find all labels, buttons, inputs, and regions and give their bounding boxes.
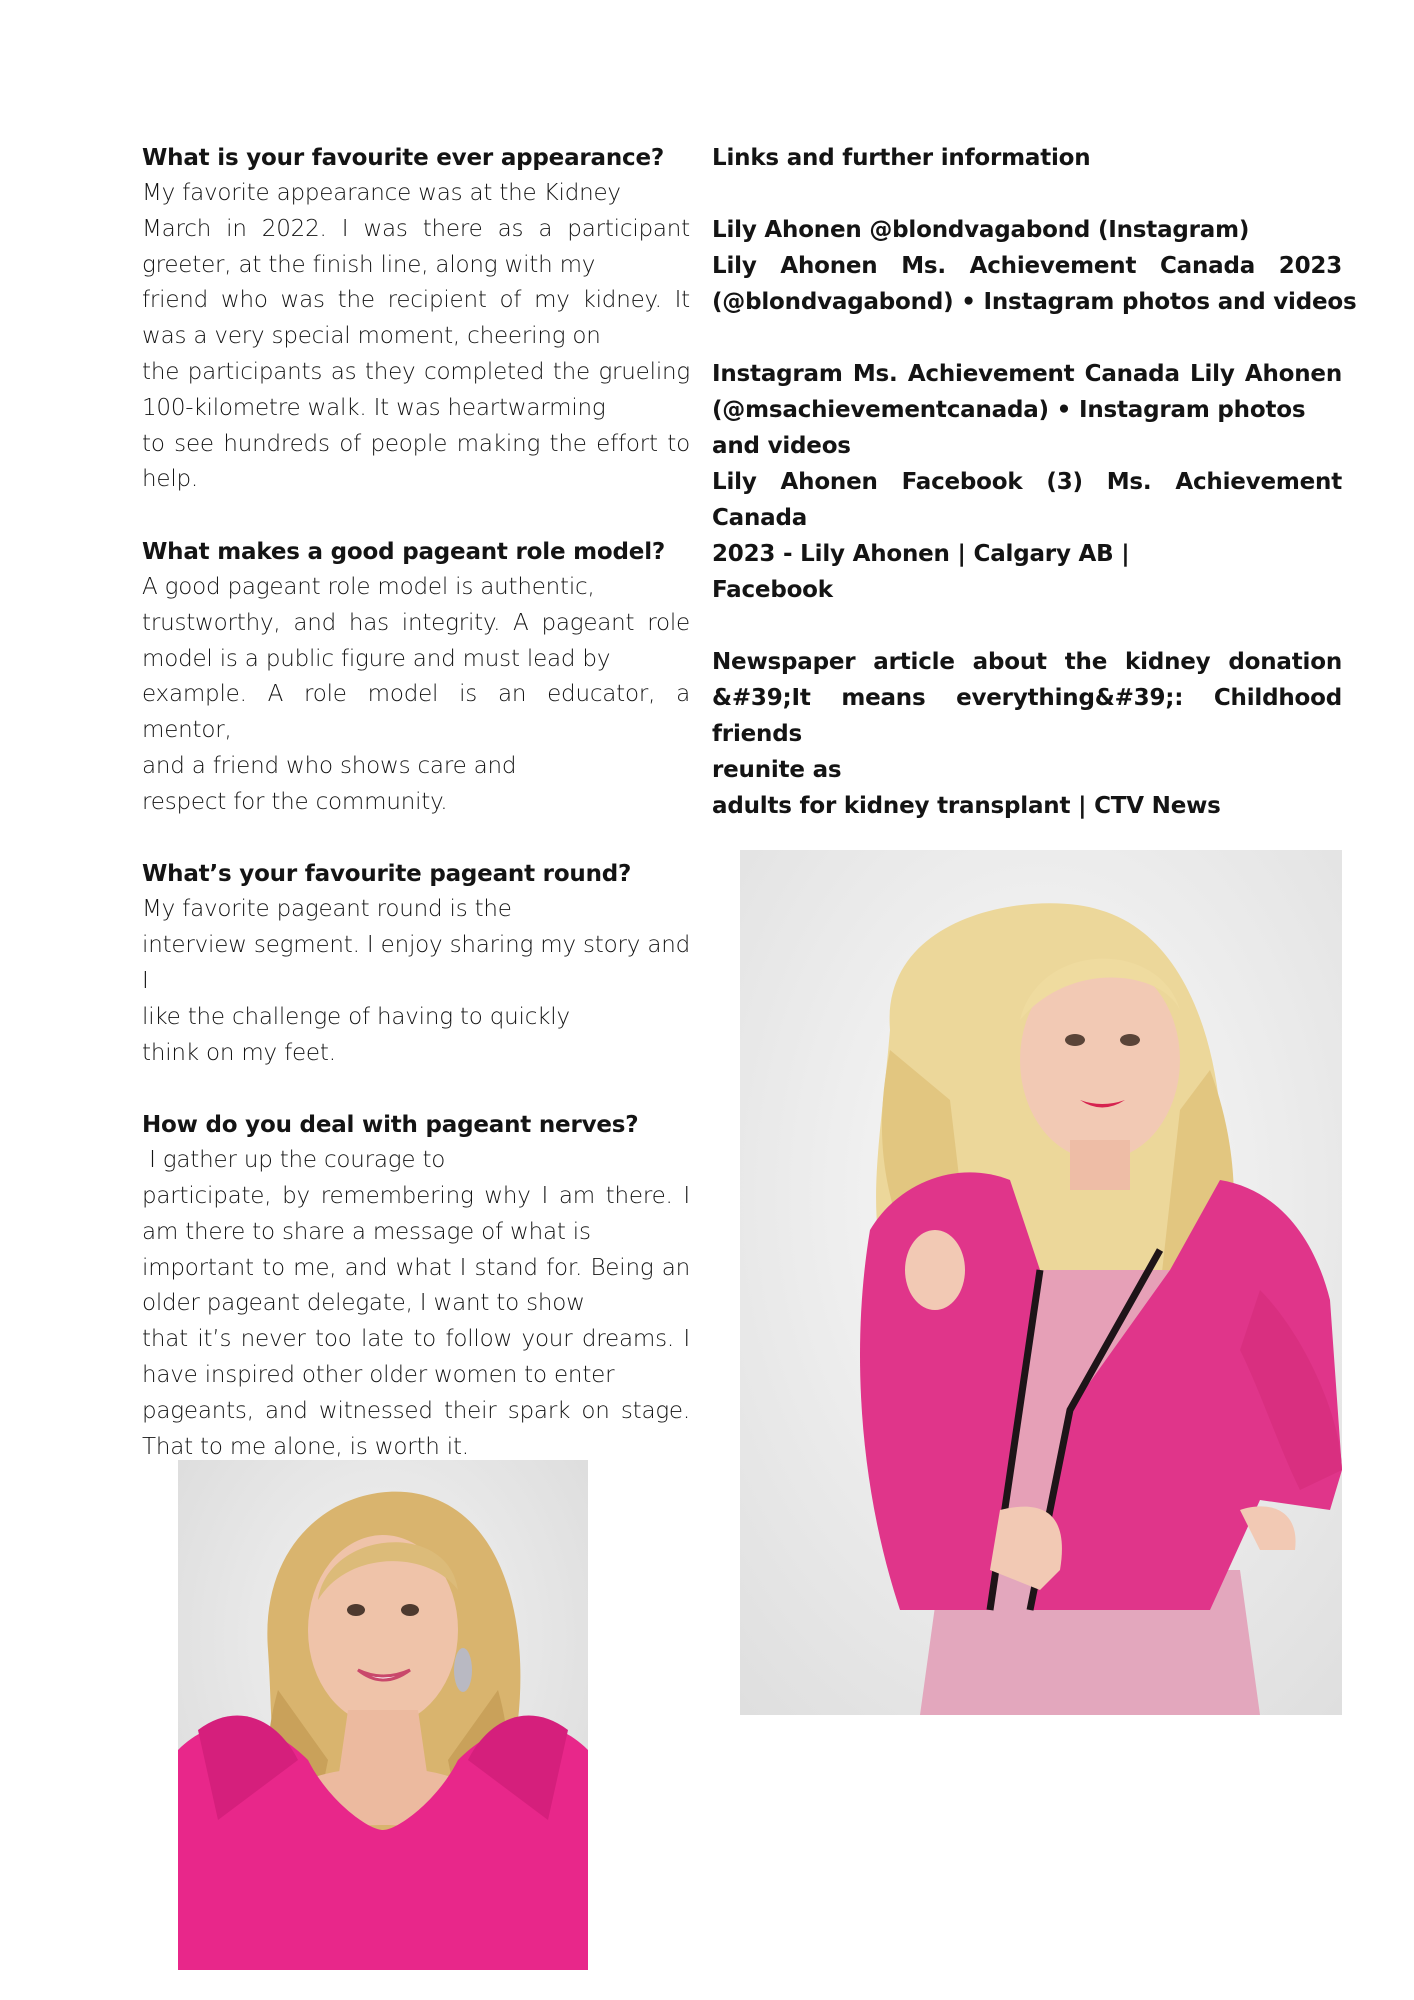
answer-line: like the challenge of having to quickly bbox=[142, 1003, 570, 1030]
answer-line: important to me, and what I stand for. Being an bbox=[142, 1254, 690, 1281]
answer-line: That to me alone, is worth it. bbox=[142, 1433, 469, 1460]
answer-line: respect for the community. bbox=[142, 788, 448, 815]
answer-line: March in 2022. I was there as a participant bbox=[142, 215, 690, 242]
answer-line: was a very special moment, cheering on bbox=[142, 323, 601, 350]
link-instagram-achievement-cont[interactable]: (@blondvagabond) • Instagram photos and videos bbox=[712, 289, 1357, 315]
portrait-photo-pink-dress bbox=[178, 1460, 588, 1970]
question-role-model: What makes a good pageant role model? bbox=[142, 538, 666, 565]
link-newspaper-article-cont[interactable]: &#39;It means everything&#39;: Childhood friends bbox=[712, 685, 1342, 747]
answer-line: am there to share a message of what is bbox=[142, 1218, 591, 1245]
answer-favourite-appearance bbox=[142, 176, 690, 498]
answer-line: example. A role model is an educator, a mentor, bbox=[142, 681, 690, 744]
answer-line: 100-kilometre walk. It was heartwarming bbox=[142, 394, 606, 421]
answer-favourite-round bbox=[142, 892, 690, 1071]
links-heading: Links and further information bbox=[712, 145, 1091, 171]
answer-line: to see hundreds of people making the effort to bbox=[142, 430, 690, 457]
answer-line: participate, by remembering why I am there. I bbox=[142, 1182, 690, 1209]
answer-line: model is a public figure and must lead by bbox=[142, 645, 611, 672]
answer-line: have inspired other older women to enter bbox=[142, 1361, 615, 1388]
answer-line: greeter, at the finish line, along with my bbox=[142, 251, 596, 278]
link-instagram-msachievement-cont[interactable]: and videos bbox=[712, 433, 851, 459]
answer-line: help. bbox=[142, 466, 199, 493]
question-favourite-appearance: What is your favourite ever appearance? bbox=[142, 145, 665, 171]
answer-line: A good pageant role model is authentic, bbox=[142, 573, 595, 600]
answer-line: and a friend who shows care and bbox=[142, 752, 517, 779]
answer-line: the participants as they completed the grueling bbox=[142, 358, 690, 385]
links-column bbox=[712, 140, 1357, 824]
question-favourite-round: What’s your favourite pageant round? bbox=[142, 861, 632, 888]
portrait-photo-pink-jacket bbox=[740, 850, 1342, 1715]
answer-line: My favorite appearance was at the Kidney bbox=[142, 180, 621, 206]
answer-line: My favorite pageant round is the bbox=[142, 896, 512, 923]
link-instagram-blondvagabond[interactable]: Lily Ahonen @blondvagabond (Instagram) bbox=[712, 217, 1250, 243]
answer-pageant-nerves bbox=[142, 1143, 690, 1465]
question-pageant-nerves: How do you deal with pageant nerves? bbox=[142, 1112, 639, 1139]
link-newspaper-article[interactable]: Newspaper article about the kidney donation bbox=[712, 649, 1342, 675]
answer-line: interview segment. I enjoy sharing my story and I bbox=[142, 932, 690, 994]
link-facebook-cont[interactable]: 2023 - Lily Ahonen | Calgary AB | bbox=[712, 541, 1130, 567]
answer-line: trustworthy, and has integrity. A pageant role bbox=[142, 609, 690, 636]
interview-column bbox=[142, 140, 690, 1501]
link-instagram-msachievement[interactable]: Instagram Ms. Achievement Canada Lily Ahonen bbox=[712, 361, 1342, 387]
answer-line: think on my feet. bbox=[142, 1039, 336, 1066]
answer-line: older pageant delegate, I want to show bbox=[142, 1290, 585, 1317]
link-facebook-cont[interactable]: Facebook bbox=[712, 577, 833, 603]
answer-line: I gather up the courage to bbox=[142, 1147, 446, 1174]
link-instagram-achievement[interactable]: Lily Ahonen Ms. Achievement Canada 2023 bbox=[712, 253, 1342, 279]
answer-line: that it’s never too late to follow your dreams. I bbox=[142, 1326, 690, 1353]
answer-role-model bbox=[142, 570, 690, 821]
link-newspaper-article-cont[interactable]: reunite as bbox=[712, 757, 842, 783]
link-instagram-msachievement-cont[interactable]: (@msachievementcanada) • Instagram photos bbox=[712, 397, 1306, 423]
link-facebook[interactable]: Lily Ahonen Facebook (3) Ms. Achievement Canada bbox=[712, 469, 1342, 531]
answer-line: pageants, and witnessed their spark on stage. bbox=[142, 1397, 690, 1424]
answer-line: friend who was the recipient of my kidney. It bbox=[142, 287, 690, 314]
link-newspaper-article-cont[interactable]: adults for kidney transplant | CTV News bbox=[712, 793, 1221, 819]
